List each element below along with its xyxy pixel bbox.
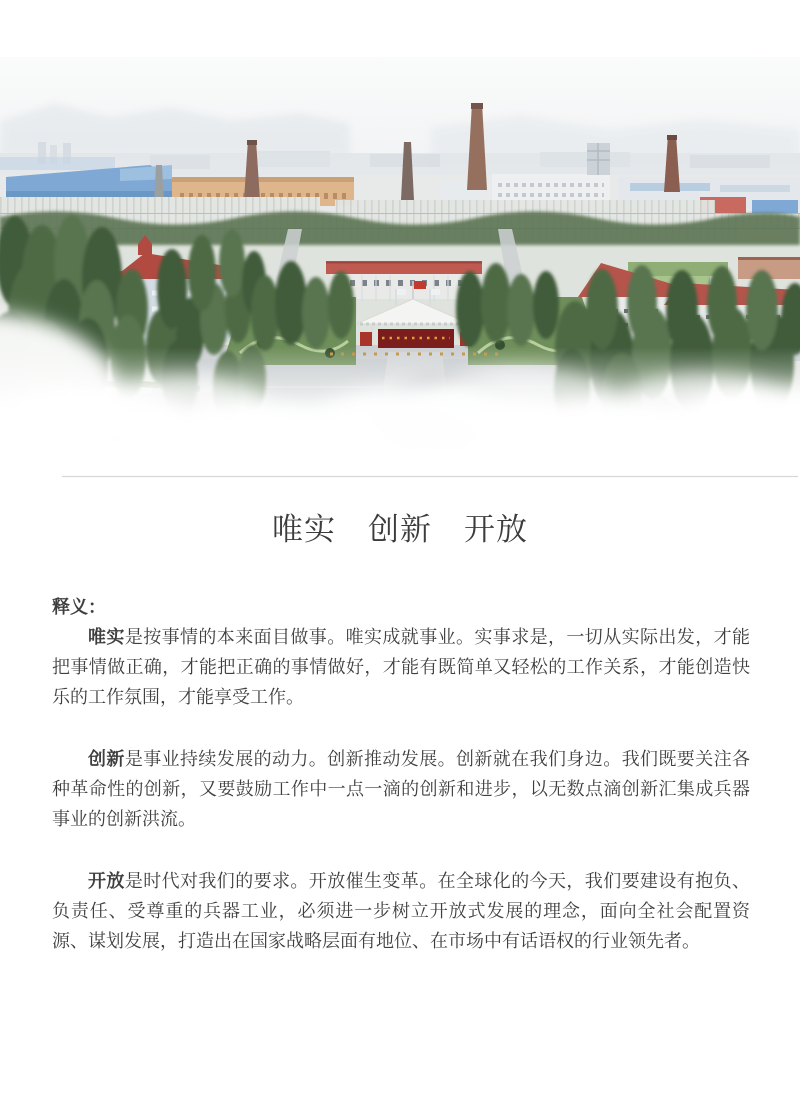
definition-label: 释义： xyxy=(52,597,106,617)
page-title: 唯实 创新 开放 xyxy=(272,512,528,547)
hero-photo xyxy=(0,57,800,482)
paragraph-weishi xyxy=(52,622,750,712)
paragraph-text: 是事业持续发展的动力。创新推动发展。创新就在我们身边。我们既要关注各种革命性的创新，又要鼓励工作中一点一滴的创新和进步，以无数点滴创新汇集成兵器事业的创新洪流。 xyxy=(52,749,751,829)
paragraph-text: 是时代对我们的要求。开放催生变革。在全球化的今天，我们要建设有抱负、负责任、受尊重的兵器工业，必须进一步树立开放式发展的理念，面向全社会配置资源、谋划发展，打造出在国家战略层面有地位、在市场中有话语权的行业领先者。 xyxy=(52,871,751,951)
paragraph-text: 是按事情的本来面目做事。唯实成就事业。实事求是，一切从实际出发，才能把事情做正确，才能把正确的事情做好，才能有既简单又轻松的工作关系，才能创造快乐的工作氛围，才能享受工作。 xyxy=(52,627,751,707)
paragraph-lead: 创新 xyxy=(88,749,125,769)
paragraph-lead: 开放 xyxy=(88,871,125,891)
campus-aerial-illustration xyxy=(0,57,800,482)
paragraph-kaifang xyxy=(52,866,750,956)
paragraph-chuangxin xyxy=(52,744,750,834)
paragraph-lead: 唯实 xyxy=(88,627,125,647)
definition-section xyxy=(52,592,750,956)
